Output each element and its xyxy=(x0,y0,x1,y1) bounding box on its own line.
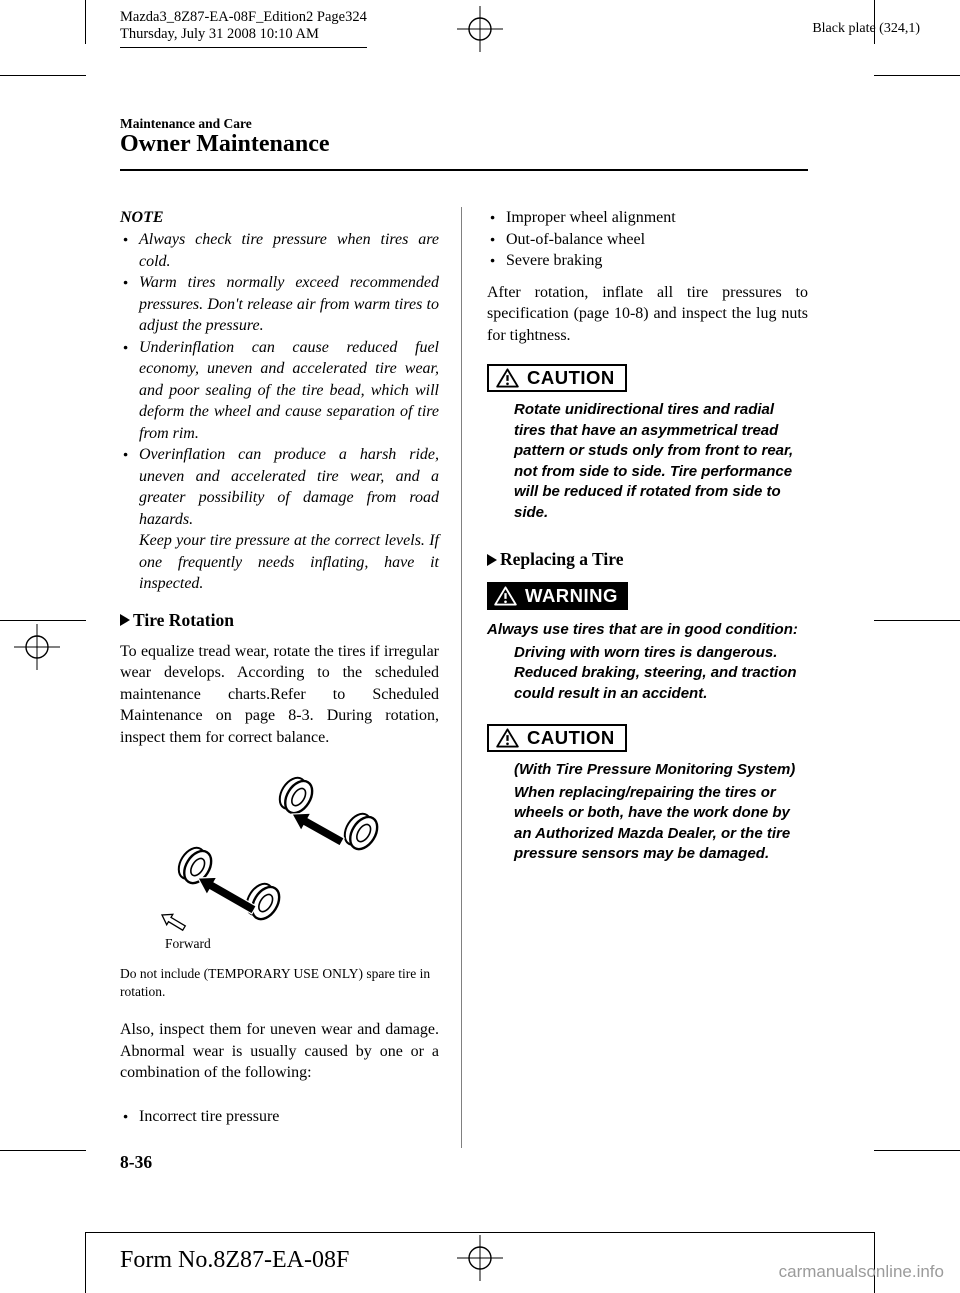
wear-cause-bullet: ● Incorrect tire pressure xyxy=(120,1106,439,1128)
also-inspect-paragraph: Also, inspect them for uneven wear and damage. Abnormal wear is usually caused by one or a combination of the following: xyxy=(120,1021,439,1081)
note-bullet: ● Always check tire pressure when tires are cold. xyxy=(120,229,439,272)
caution-tpms-intro: (With Tire Pressure Monitoring System) xyxy=(514,761,796,778)
crop-mark xyxy=(85,1232,86,1293)
tire-rear-right xyxy=(339,809,383,854)
note-continuation: Keep your tire pressure at the correct levels. If one frequently needs inflating, have it inspected. xyxy=(139,532,439,592)
page-title: Owner Maintenance xyxy=(120,131,330,157)
doc-id-line: Mazda3_8Z87-EA-08F_Edition2 Page324 xyxy=(120,9,367,25)
form-number: Form No.8Z87-EA-08F xyxy=(120,1247,350,1273)
caution-text: Rotate unidirectional tires and radial tires that have an asymmetrical tread pattern or studs only from front to rear, not from side to side. Tire performance will be reduced if rotated from side to side. xyxy=(514,401,794,521)
right-column xyxy=(487,207,808,865)
crop-mark xyxy=(874,1150,960,1151)
registration-mark-icon xyxy=(457,1235,503,1281)
watermark: carmanualsonline.info xyxy=(778,1262,944,1281)
rotation-arrow-right xyxy=(292,813,344,846)
caution-triangle-icon xyxy=(496,728,519,748)
crop-mark xyxy=(874,620,960,621)
figure-caption: Do not include (TEMPORARY USE ONLY) spare tire in rotation. xyxy=(120,966,431,999)
replacing-tire-heading-label: Replacing a Tire xyxy=(500,549,624,569)
note-heading: NOTE xyxy=(120,209,164,226)
caution-tpms-text: When replacing/repairing the tires or wheels or both, have the work done by an Authorized Mazda Dealer, or the tire pressure sensors may be damaged. xyxy=(514,783,791,862)
footer-rule xyxy=(85,1232,875,1233)
caution-box xyxy=(487,724,627,752)
crop-mark xyxy=(0,75,86,76)
tire-front-right xyxy=(274,773,318,818)
caution-label: CAUTION xyxy=(527,367,615,388)
note-bullet: ● Overinflation can produce a harsh ride, uneven and accelerated tire wear, and a greater possibility of damage from road hazards. xyxy=(120,444,439,530)
title-rule xyxy=(120,169,808,171)
page-number: 8-36 xyxy=(120,1152,153,1172)
plate-label: Black plate (324,1) xyxy=(812,21,920,36)
forward-arrow-icon xyxy=(162,914,185,930)
forward-label: Forward xyxy=(165,936,211,951)
wear-cause-bullet: ● Improper wheel alignment xyxy=(487,207,808,229)
caution-triangle-icon xyxy=(496,368,519,388)
doc-date-line: Thursday, July 31 2008 10:10 AM xyxy=(120,26,319,42)
tire-rotation-heading-label: Tire Rotation xyxy=(133,609,234,630)
note-bullet: ● Warm tires normally exceed recommended pressures. Don't release air from warm tires to adjust the pressure. xyxy=(120,272,439,337)
after-rotation-paragraph: After rotation, inflate all tire pressures to specification (page 10-8) and inspect the lug nuts for tightness. xyxy=(487,283,808,344)
tire-rotation-figure xyxy=(132,762,439,963)
replacing-tire-heading xyxy=(487,549,808,570)
caution-label: CAUTION xyxy=(527,727,615,748)
warning-box xyxy=(487,582,628,610)
crop-mark xyxy=(0,1150,86,1151)
tire-rotation-paragraph: To equalize tread wear, rotate the tires if irregular wear develops. According to the scheduled maintenance charts.Refer to Scheduled Maintenance on page 8-3. During rotation, inspect them for correct balance. xyxy=(120,642,439,746)
chapter-label: Maintenance and Care xyxy=(120,116,252,131)
crop-mark xyxy=(0,620,86,621)
tire-rotation-heading xyxy=(120,610,439,631)
section-triangle-icon xyxy=(120,614,130,626)
warning-label: WARNING xyxy=(525,585,618,606)
registration-mark-icon xyxy=(457,6,503,52)
rotation-arrow-left xyxy=(198,877,256,914)
section-triangle-icon xyxy=(487,554,497,566)
column-divider xyxy=(461,207,462,1148)
wear-cause-bullet: ● Out-of-balance wheel xyxy=(487,229,808,251)
warning-triangle-icon xyxy=(494,586,517,606)
tire-rotation-diagram xyxy=(132,762,404,958)
caution-box xyxy=(487,364,627,392)
wear-cause-bullet: ● Severe braking xyxy=(487,250,808,272)
warning-text: Driving with worn tires is dangerous. Reduced braking, steering, and traction could result in an accident. xyxy=(514,643,797,702)
warning-intro: Always use tires that are in good condition: xyxy=(487,621,798,638)
crop-mark xyxy=(874,75,960,76)
print-header xyxy=(120,9,367,48)
registration-mark-icon xyxy=(14,624,60,670)
note-bullet: ● Underinflation can cause reduced fuel economy, uneven and accelerated tire wear, and poor sealing of the tire bead, which will deform the wheel and cause separation of tire from rim. xyxy=(120,337,439,445)
crop-mark xyxy=(85,0,86,44)
left-column xyxy=(120,207,439,1127)
